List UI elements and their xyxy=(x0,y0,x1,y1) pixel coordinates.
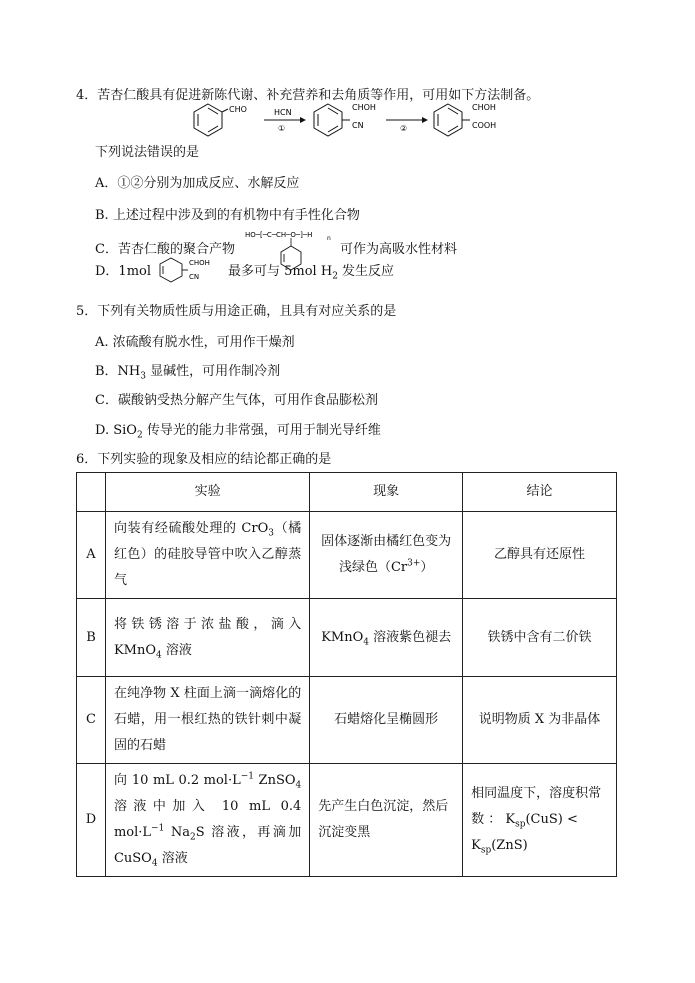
benzene-ring-d xyxy=(160,258,188,282)
row-phenomenon: KMnO$_4$ 溶液紫色褪去 xyxy=(310,599,463,677)
benzene-ring-2 xyxy=(314,104,350,136)
q5-stem: 5．下列有关物质性质与用途正确，且具有对应关系的是 xyxy=(76,304,397,319)
benzene-ring-3 xyxy=(434,104,470,136)
mandelonitrile-structure xyxy=(157,256,223,284)
row-phenomenon: 固体逐渐由橘红色变为浅绿色$(Cr^{3+})$ xyxy=(310,512,463,599)
q4-option-a: A．①②分别为加成反应、水解反应 xyxy=(95,176,300,191)
benzene-ring-1 xyxy=(194,104,228,136)
row-label: C xyxy=(77,677,106,764)
row-experiment: 将铁锈溶于浓盐酸，滴入 KMnO$_4$ 溶液 xyxy=(105,599,309,677)
arrow1-reagent: HCN xyxy=(274,108,292,117)
q6-stem: 6．下列实验的现象及相应的结论都正确的是 xyxy=(76,452,332,467)
row-label: B xyxy=(77,599,106,677)
q4-option-b: B. 上述过程中涉及到的有机物中有手性化合物 xyxy=(95,208,360,223)
arrow1-step: ① xyxy=(278,124,286,133)
header-blank xyxy=(77,473,106,512)
row-conclusion: 相同温度下，溶度积常数 ： $K_{sp}(CuS) < K_{sp}(ZnS)$ xyxy=(463,764,617,877)
d-bottom: CN xyxy=(189,273,200,281)
q4-option-c-tail: 可作为高吸水性材料 xyxy=(340,242,458,257)
q5-option-b: B．$NH_3$ 显碱性，可用作制冷剂 xyxy=(95,364,281,382)
row-phenomenon: 先产生白色沉淀，然后沉淀变黑 xyxy=(310,764,463,877)
table-row xyxy=(77,764,617,877)
p1-top: CHOH xyxy=(352,103,376,112)
polymer-formula: HO─[─C─CH─O─]─H xyxy=(245,231,313,239)
header-experiment: 实验 xyxy=(105,473,309,512)
q4-option-d: D．1mol xyxy=(95,264,152,279)
p1-bottom: CN xyxy=(352,121,364,130)
row-experiment: 向 10 mL 0.2 $mol\cdot L^{-1}$ ZnSO$_4$ 溶液中加入 10 mL 0.4 $mol\cdot L^{-1}$ $Na_2S$ 溶液，再滴加 CuSO$_4$ 溶液 xyxy=(105,764,309,877)
polymer-n: n xyxy=(327,235,331,242)
q4-option-d-tail: 最多可与 5mol $H_2$ 发生反应 xyxy=(228,264,395,282)
r1-label: CHO xyxy=(229,105,247,114)
row-label: D xyxy=(77,764,106,877)
row-phenomenon: 石蜡熔化呈椭圆形 xyxy=(310,677,463,764)
reaction-scheme xyxy=(190,100,520,140)
table-row xyxy=(77,512,617,599)
p2-bottom: COOH xyxy=(472,121,497,130)
row-conclusion: 铁锈中含有二价铁 xyxy=(463,599,617,677)
row-experiment: 向装有经硫酸处理的 CrO$_3$（橘红色）的硅胶导管中吹入乙醇蒸气 xyxy=(105,512,309,599)
row-label: A xyxy=(77,512,106,599)
q4-prompt: 下列说法错误的是 xyxy=(95,145,200,160)
row-conclusion: 说明物质 X 为非晶体 xyxy=(463,677,617,764)
q5-option-c: C．碳酸钠受热分解产生气体，可用作食品膨松剂 xyxy=(95,393,378,408)
header-phenomenon: 现象 xyxy=(310,473,463,512)
q4-stem: 4．苦杏仁酸具有促进新陈代谢、补充营养和去角质等作用，可用如下方法制备。 xyxy=(76,88,540,103)
arrow2-step: ② xyxy=(400,124,408,133)
row-experiment: 在纯净物 X 柱面上滴一滴熔化的石蜡，用一根红热的铁针刺中凝固的石蜡 xyxy=(105,677,309,764)
experiment-table xyxy=(76,472,617,877)
header-conclusion: 结论 xyxy=(463,473,617,512)
table-row xyxy=(77,677,617,764)
row-conclusion: 乙醇具有还原性 xyxy=(463,512,617,599)
p2-top: CHOH xyxy=(472,103,496,112)
q5-option-a: A. 浓硫酸有脱水性，可用作干燥剂 xyxy=(95,335,295,350)
q4-option-c: C．苦杏仁酸的聚合产物 xyxy=(95,242,235,257)
q5-option-d: D. SiO$_2$ 传导光的能力非常强，可用于制光导纤维 xyxy=(95,423,381,441)
table-row xyxy=(77,599,617,677)
table-header-row xyxy=(77,473,617,512)
d-top: CHOH xyxy=(189,259,210,267)
